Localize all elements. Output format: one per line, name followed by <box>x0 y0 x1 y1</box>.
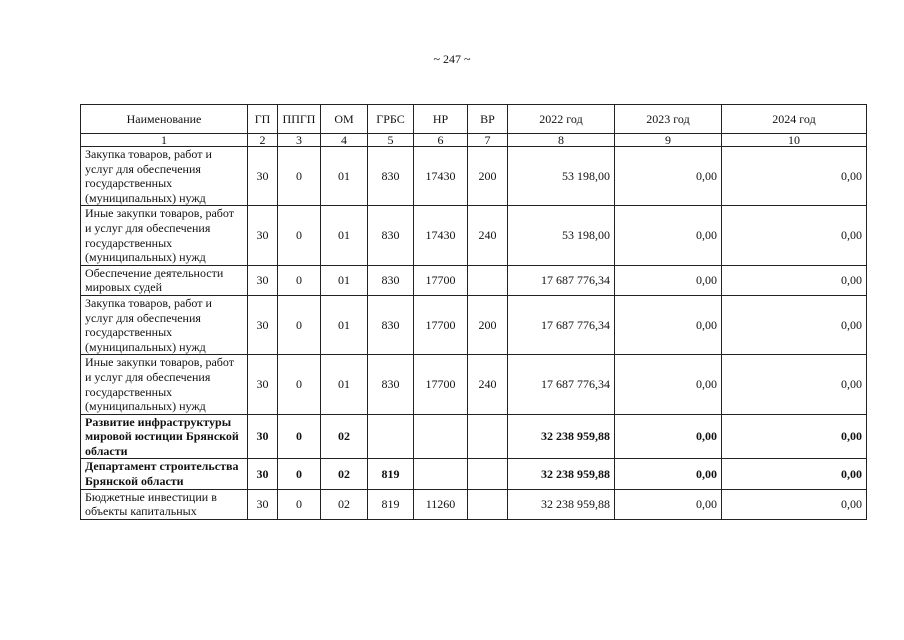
row-nr-cell: 17430 <box>414 147 468 206</box>
row-om-cell: 01 <box>321 265 368 295</box>
row-vr-cell <box>468 489 508 519</box>
budget-table <box>80 104 867 520</box>
row-grbs-cell: 819 <box>368 459 414 489</box>
row-om-cell: 01 <box>321 295 368 354</box>
page-number: ~ 247 ~ <box>433 52 471 66</box>
column-number: 5 <box>368 134 414 147</box>
column-number: 3 <box>278 134 321 147</box>
row-2024-cell: 0,00 <box>722 295 867 354</box>
row-grbs-cell <box>368 414 414 459</box>
row-2024-cell: 0,00 <box>722 414 867 459</box>
row-ppgp-cell: 0 <box>278 459 321 489</box>
header-cell-ppgp: ППГП <box>278 105 321 134</box>
row-2024-cell: 0,00 <box>722 355 867 414</box>
row-2022-cell: 53 198,00 <box>508 147 615 206</box>
table-row <box>81 489 867 519</box>
row-vr-cell <box>468 265 508 295</box>
row-vr-cell: 200 <box>468 295 508 354</box>
row-grbs-cell: 830 <box>368 265 414 295</box>
header-row <box>81 105 867 134</box>
row-vr-cell: 240 <box>468 206 508 265</box>
row-2023-cell: 0,00 <box>615 355 722 414</box>
column-number: 6 <box>414 134 468 147</box>
row-gp-cell: 30 <box>248 206 278 265</box>
row-2022-cell: 53 198,00 <box>508 206 615 265</box>
column-number: 2 <box>248 134 278 147</box>
row-2023-cell: 0,00 <box>615 206 722 265</box>
header-cell-vr: ВР <box>468 105 508 134</box>
header-cell-gp: ГП <box>248 105 278 134</box>
header-cell-om: ОМ <box>321 105 368 134</box>
row-om-cell: 01 <box>321 147 368 206</box>
row-2022-cell: 32 238 959,88 <box>508 414 615 459</box>
row-nr-cell <box>414 459 468 489</box>
header-cell-grbs: ГРБС <box>368 105 414 134</box>
table-row <box>81 414 867 459</box>
row-2023-cell: 0,00 <box>615 295 722 354</box>
row-om-cell: 02 <box>321 414 368 459</box>
row-ppgp-cell: 0 <box>278 265 321 295</box>
row-gp-cell: 30 <box>248 147 278 206</box>
table-body <box>81 147 867 520</box>
row-grbs-cell: 830 <box>368 355 414 414</box>
row-gp-cell: 30 <box>248 414 278 459</box>
row-gp-cell: 30 <box>248 489 278 519</box>
row-nr-cell: 17700 <box>414 295 468 354</box>
column-number: 1 <box>81 134 248 147</box>
row-2023-cell: 0,00 <box>615 459 722 489</box>
row-name-cell: Иные закупки товаров, работ и услуг для обеспечения государственных (муниципальных) нужд <box>81 355 248 414</box>
row-om-cell: 02 <box>321 489 368 519</box>
row-2022-cell: 32 238 959,88 <box>508 459 615 489</box>
row-gp-cell: 30 <box>248 459 278 489</box>
header-cell-name: Наименование <box>81 105 248 134</box>
row-2022-cell: 17 687 776,34 <box>508 355 615 414</box>
header-cell-2024: 2024 год <box>722 105 867 134</box>
row-ppgp-cell: 0 <box>278 414 321 459</box>
header-cell-2023: 2023 год <box>615 105 722 134</box>
row-2024-cell: 0,00 <box>722 459 867 489</box>
row-2022-cell: 17 687 776,34 <box>508 295 615 354</box>
header-cell-nr: НР <box>414 105 468 134</box>
row-2022-cell: 32 238 959,88 <box>508 489 615 519</box>
row-2024-cell: 0,00 <box>722 265 867 295</box>
row-2024-cell: 0,00 <box>722 147 867 206</box>
row-vr-cell: 240 <box>468 355 508 414</box>
row-vr-cell: 200 <box>468 147 508 206</box>
row-ppgp-cell: 0 <box>278 206 321 265</box>
table-row <box>81 206 867 265</box>
row-nr-cell: 11260 <box>414 489 468 519</box>
row-name-cell: Развитие инфраструктуры мировой юстиции Брянской области <box>81 414 248 459</box>
row-nr-cell: 17430 <box>414 206 468 265</box>
row-om-cell: 01 <box>321 206 368 265</box>
row-vr-cell <box>468 414 508 459</box>
row-name-cell: Закупка товаров, работ и услуг для обеспечения государственных (муниципальных) нужд <box>81 147 248 206</box>
row-nr-cell: 17700 <box>414 355 468 414</box>
row-om-cell: 02 <box>321 459 368 489</box>
table-row <box>81 295 867 354</box>
row-2023-cell: 0,00 <box>615 414 722 459</box>
row-nr-cell: 17700 <box>414 265 468 295</box>
column-number: 8 <box>508 134 615 147</box>
row-2023-cell: 0,00 <box>615 147 722 206</box>
row-name-cell: Обеспечение деятельности мировых судей <box>81 265 248 295</box>
row-2024-cell: 0,00 <box>722 489 867 519</box>
column-number: 10 <box>722 134 867 147</box>
row-name-cell: Департамент строительства Брянской области <box>81 459 248 489</box>
row-gp-cell: 30 <box>248 265 278 295</box>
row-name-cell: Бюджетные инвестиции в объекты капитальных <box>81 489 248 519</box>
row-ppgp-cell: 0 <box>278 355 321 414</box>
table-row <box>81 459 867 489</box>
row-grbs-cell: 830 <box>368 206 414 265</box>
column-number: 9 <box>615 134 722 147</box>
row-name-cell: Закупка товаров, работ и услуг для обеспечения государственных (муниципальных) нужд <box>81 295 248 354</box>
row-2023-cell: 0,00 <box>615 265 722 295</box>
row-vr-cell <box>468 459 508 489</box>
row-2024-cell: 0,00 <box>722 206 867 265</box>
row-grbs-cell: 830 <box>368 295 414 354</box>
header-cell-2022: 2022 год <box>508 105 615 134</box>
row-ppgp-cell: 0 <box>278 147 321 206</box>
row-nr-cell <box>414 414 468 459</box>
row-ppgp-cell: 0 <box>278 489 321 519</box>
row-2023-cell: 0,00 <box>615 489 722 519</box>
table-row <box>81 355 867 414</box>
row-gp-cell: 30 <box>248 295 278 354</box>
column-number: 4 <box>321 134 368 147</box>
row-om-cell: 01 <box>321 355 368 414</box>
row-ppgp-cell: 0 <box>278 295 321 354</box>
column-number: 7 <box>468 134 508 147</box>
table-row <box>81 265 867 295</box>
row-grbs-cell: 830 <box>368 147 414 206</box>
row-gp-cell: 30 <box>248 355 278 414</box>
row-grbs-cell: 819 <box>368 489 414 519</box>
table-row <box>81 147 867 206</box>
row-name-cell: Иные закупки товаров, работ и услуг для обеспечения государственных (муниципальных) нужд <box>81 206 248 265</box>
column-number-row <box>81 134 867 147</box>
row-2022-cell: 17 687 776,34 <box>508 265 615 295</box>
